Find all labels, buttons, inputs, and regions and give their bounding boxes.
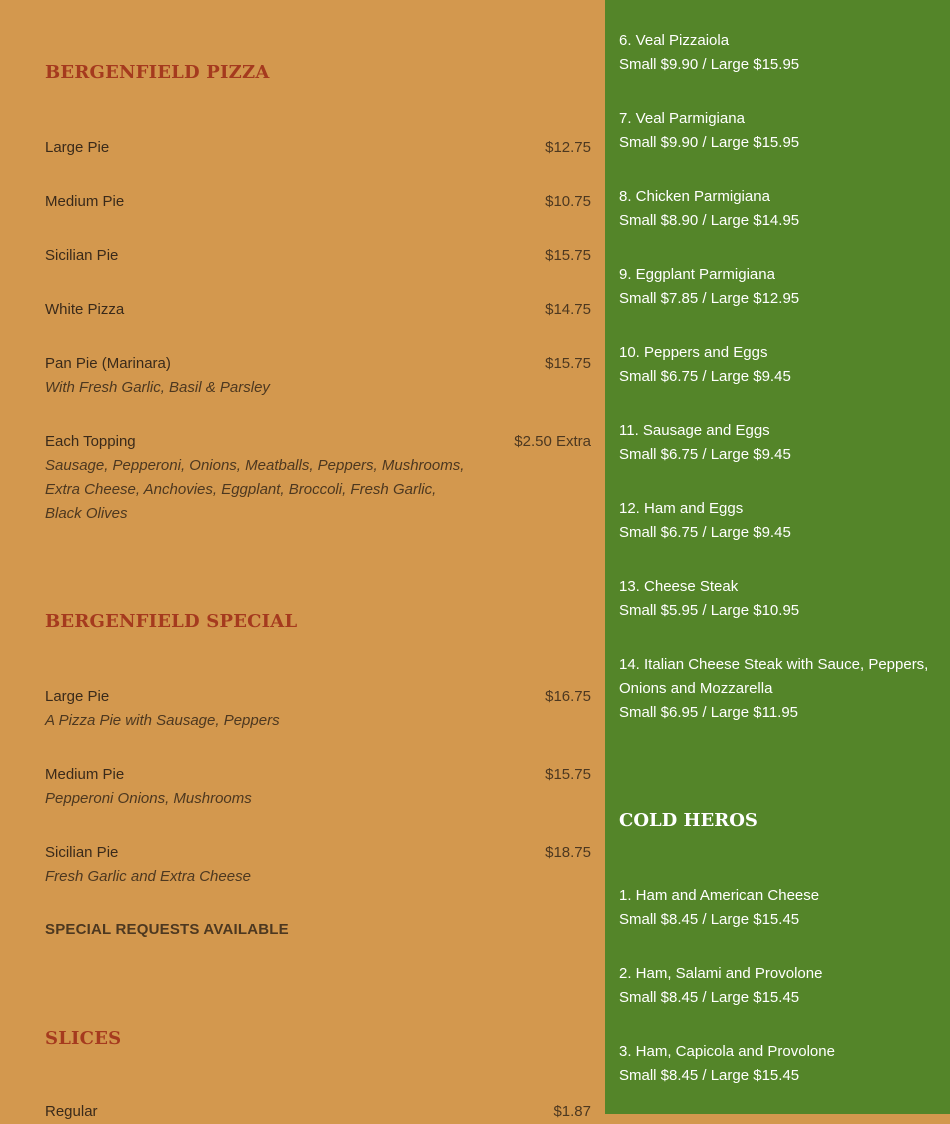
hero-price: Small $5.95 / Large $10.95 [619,602,800,619]
item-price: $15.75 [545,355,591,372]
hero-price: Small $8.45 / Large $15.45 [619,1067,800,1084]
item-description: Pepperoni Onions, Mushrooms [45,790,252,807]
item-price: $1.87 [553,1103,591,1120]
item-name: Medium Pie [45,766,125,783]
hero-price: Small $6.75 / Large $9.45 [619,368,791,385]
section-title-bergenfield-pizza: BERGENFIELD PIZZA [45,62,270,83]
item-price: $14.75 [545,301,591,318]
item-name: White Pizza [45,301,125,318]
item-name: Sicilian Pie [45,844,119,861]
hero-item [619,263,934,311]
item-name: Each Topping [45,433,136,450]
hero-price: Small $8.45 / Large $15.45 [619,911,800,928]
section-title-slices: SLICES [45,1028,122,1049]
menu-item [45,430,591,526]
hero-item [619,185,934,233]
hero-name: 9. Eggplant Parmigiana [619,266,775,283]
hero-item [619,962,934,1010]
item-price: $15.75 [545,247,591,264]
item-price: $10.75 [545,193,591,210]
hero-item [619,884,934,932]
hero-price: Small $8.45 / Large $15.45 [619,989,800,1006]
hero-item [619,419,934,467]
item-name: Sicilian Pie [45,247,119,264]
hero-price: Small $9.90 / Large $15.95 [619,134,800,151]
item-description: With Fresh Garlic, Basil & Parsley [45,379,270,396]
hero-item [619,29,934,77]
menu-item [45,298,591,322]
hero-item [619,575,934,623]
item-name: Pan Pie (Marinara) [45,355,171,372]
hero-name: 3. Ham, Capicola and Provolone [619,1043,835,1060]
menu-item [45,190,591,214]
item-price: $15.75 [545,766,591,783]
hero-name: 11. Sausage and Eggs [619,422,770,439]
menu-item [45,685,591,733]
hero-name: 10. Peppers and Eggs [619,344,768,361]
hero-price: Small $8.90 / Large $14.95 [619,212,800,229]
hero-price: Small $6.95 / Large $11.95 [619,704,799,721]
hero-price: Small $7.85 / Large $12.95 [619,290,800,307]
hero-name: 13. Cheese Steak [619,578,739,595]
menu-item [45,841,591,889]
menu-item [45,763,591,811]
item-name: Regular [45,1103,98,1120]
menu-item [45,244,591,268]
hero-item [619,341,934,389]
hero-price: Small $6.75 / Large $9.45 [619,446,791,463]
item-name: Large Pie [45,688,110,705]
hero-name: 7. Veal Parmigiana [619,110,745,127]
hero-name: 2. Ham, Salami and Provolone [619,965,823,982]
item-description: A Pizza Pie with Sausage, Peppers [45,712,280,729]
hero-name: 6. Veal Pizzaiola [619,32,730,49]
hero-name: 1. Ham and American Cheese [619,887,820,904]
item-price: $2.50 Extra [514,433,591,450]
menu-item [45,1100,591,1124]
item-name: Large Pie [45,139,110,156]
special-requests-note: SPECIAL REQUESTS AVAILABLE [45,921,289,938]
hero-item [619,497,934,545]
hero-name: 8. Chicken Parmigiana [619,188,770,205]
hero-price: Small $6.75 / Large $9.45 [619,524,791,541]
item-description: Fresh Garlic and Extra Cheese [45,868,251,885]
hero-name: 12. Ham and Eggs [619,500,744,517]
menu-item [45,136,591,160]
item-price: $18.75 [545,844,591,861]
item-price: $12.75 [545,139,591,156]
hero-price: Small $9.90 / Large $15.95 [619,56,800,73]
section-title-cold-heros: COLD HEROS [619,810,758,831]
item-price: $16.75 [545,688,591,705]
item-description: Sausage, Pepperoni, Onions, Meatballs, Peppers, Mushrooms, Extra Cheese, Anchovies, Eggplant, Broccoli, Fresh Garlic, Black Olives [45,457,465,522]
hero-name: 14. Italian Cheese Steak with Sauce, Peppers, Onions and Mozzarella [619,656,929,697]
item-name: Medium Pie [45,193,125,210]
menu-item [45,352,591,400]
right-menu-column [605,0,950,1114]
hero-item [619,653,934,725]
hero-item [619,1040,934,1088]
section-title-bergenfield-special: BERGENFIELD SPECIAL [45,611,298,632]
hero-item [619,107,934,155]
